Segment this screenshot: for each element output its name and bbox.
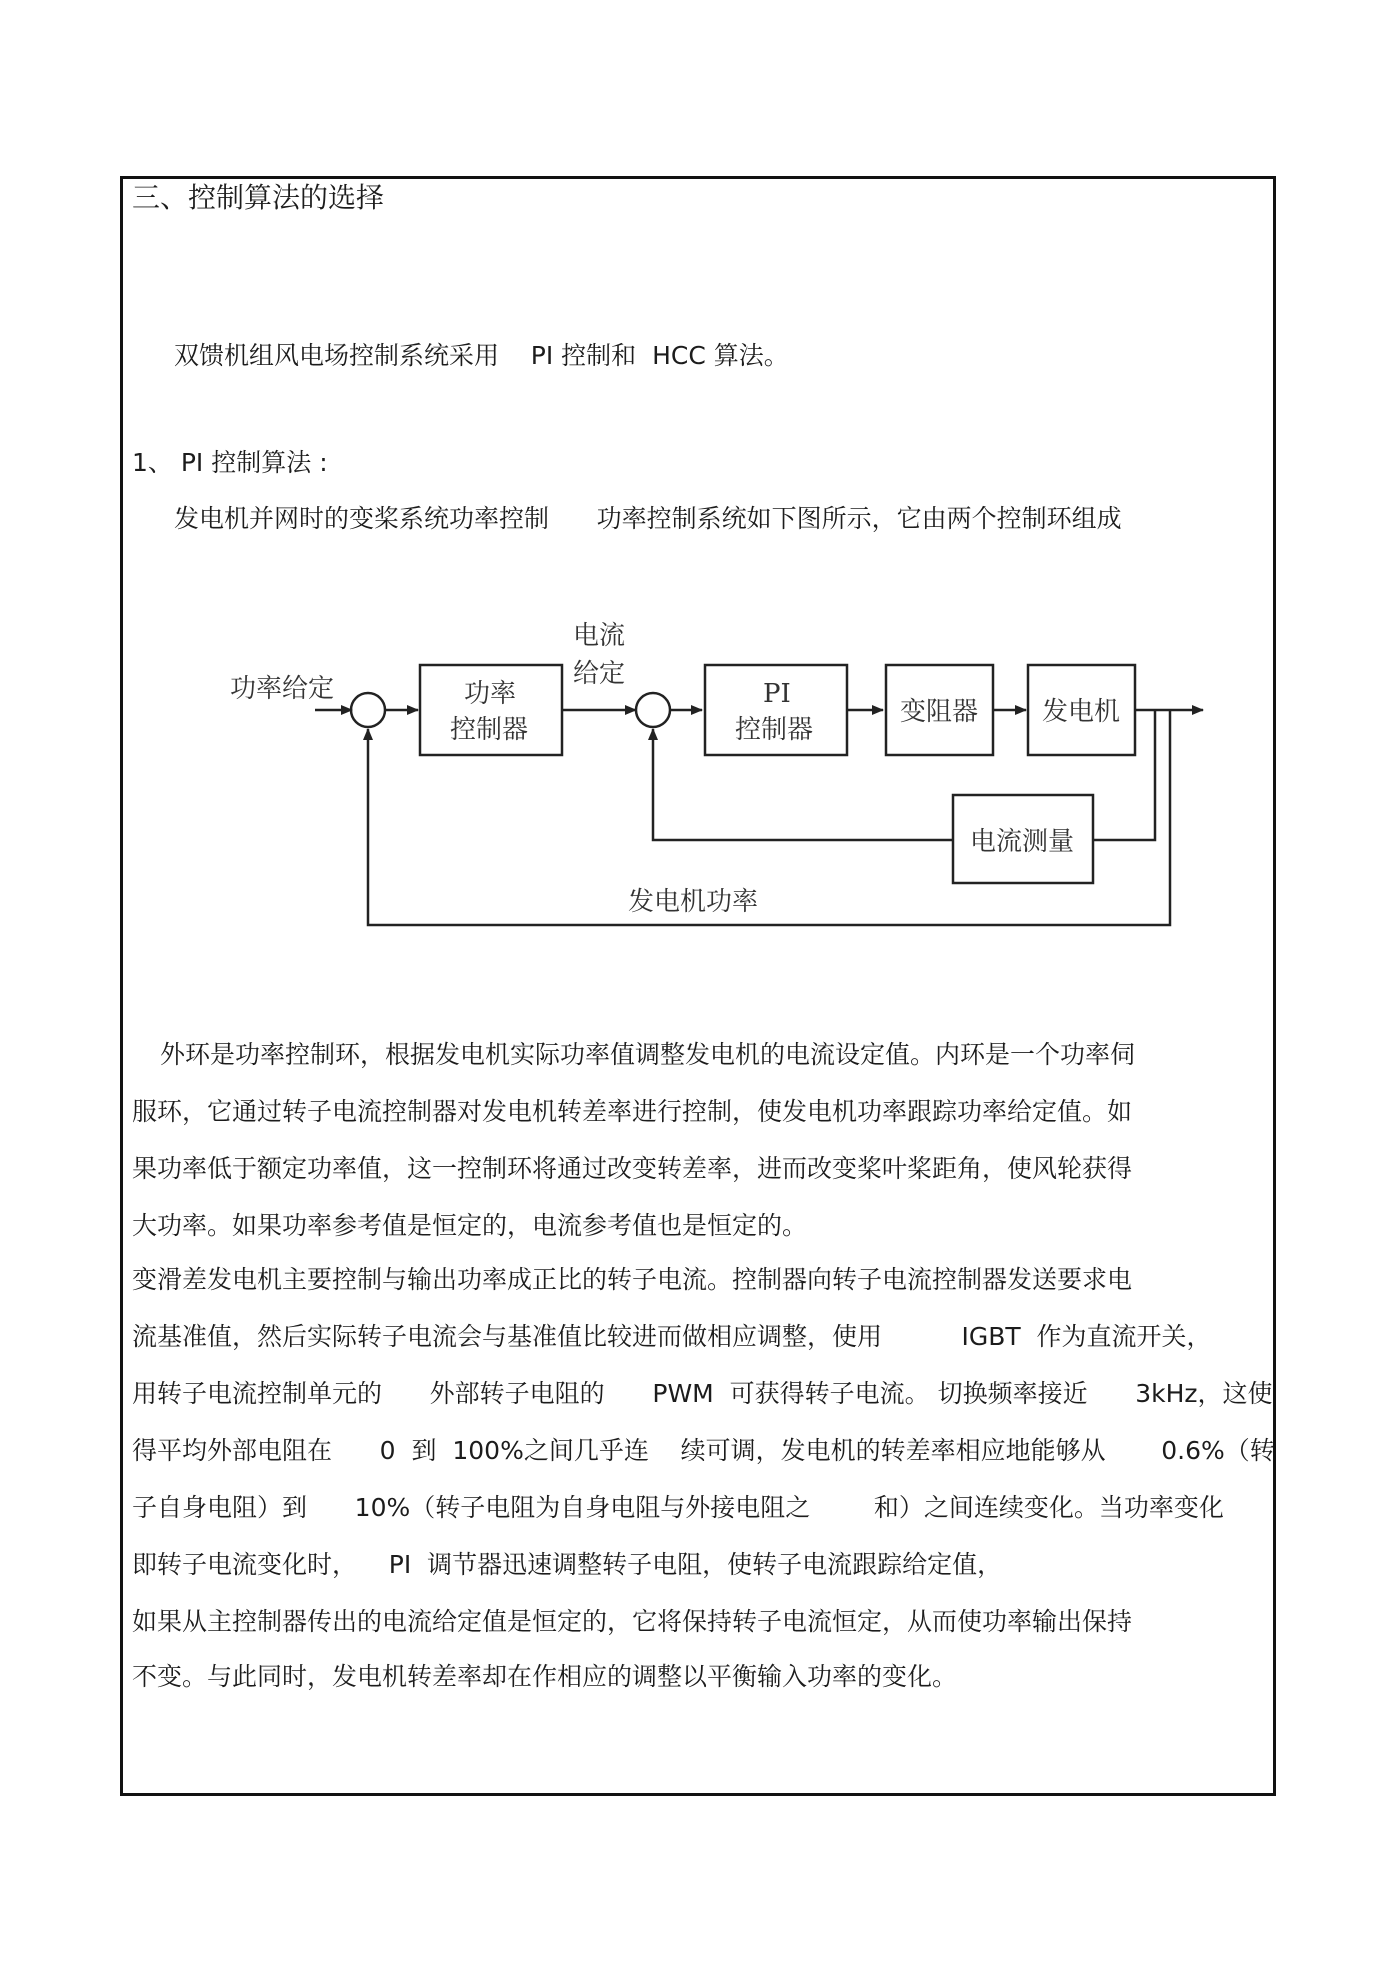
current-ref-label-2: 给定 xyxy=(573,659,626,689)
para2-line-8: 不变。与此同时，发电机转差率却在作相应的调整以平衡输入功率的变化。 xyxy=(132,1662,958,1691)
summing-junction-1 xyxy=(351,693,385,727)
subsection-title: 1、 PI 控制算法 : xyxy=(132,448,328,477)
para2-line-7: 如果从主控制器传出的电流给定值是恒定的，它将保持转子电流恒定，从而使功率输出保持 xyxy=(132,1607,1133,1636)
subsection-intro: 发电机并网时的变桨系统功率控制 功率控制系统如下图所示，它由两个控制环组成 xyxy=(174,504,1122,533)
para1-line-2: 服环，它通过转子电流控制器对发电机转差率进行控制，使发电机功率跟踪功率给定值。如 xyxy=(132,1097,1133,1126)
para2-line-1: 变滑差发电机主要控制与输出功率成正比的转子电流。控制器向转子电流控制器发送要求电 xyxy=(132,1265,1133,1294)
control-loop-diagram xyxy=(200,610,1220,930)
input-label: 功率给定 xyxy=(230,674,335,704)
current-ref-label-1: 电流 xyxy=(573,621,626,651)
para2-line-4: 得平均外部电阻在 0 到 100%之间几乎连 续可调，发电机的转差率相应地能够从 0.6%（转 xyxy=(132,1436,1275,1465)
para2-line-3: 用转子电流控制单元的 外部转子电阻的 PWM 可获得转子电流。 切换频率接近 3kHz，这使 xyxy=(132,1379,1273,1408)
feedback-label: 发电机功率 xyxy=(628,887,759,917)
intro-text: 双馈机组风电场控制系统采用 PI 控制和 HCC 算法。 xyxy=(174,341,789,370)
summing-junction-2 xyxy=(636,693,670,727)
power-controller-label-2: 控制器 xyxy=(450,715,529,745)
pi-controller-label-2: 控制器 xyxy=(735,715,814,745)
rheostat-label: 变阻器 xyxy=(900,697,979,727)
current-measure-label: 电流测量 xyxy=(970,827,1075,857)
para1-line-3: 果功率低于额定功率值，这一控制环将通过改变转差率，进而改变桨叶桨距角，使风轮获得 xyxy=(132,1154,1133,1183)
pi-controller-label-1: PI xyxy=(763,679,791,709)
power-controller-label-1: 功率 xyxy=(464,679,517,709)
para2-line-6: 即转子电流变化时， PI 调节器迅速调整转子电阻，使转子电流跟踪给定值， xyxy=(132,1550,1003,1579)
para1-line-1: 外环是功率控制环，根据发电机实际功率值调整发电机的电流设定值。内环是一个功率伺 xyxy=(160,1040,1136,1069)
section-heading: 三、控制算法的选择 xyxy=(132,181,385,214)
para2-line-5: 子自身电阻）到 10%（转子电阻为自身电阻与外接电阻之 和）之间连续变化。当功率变化 xyxy=(132,1493,1224,1522)
para2-line-2: 流基准值，然后实际转子电流会与基准值比较进而做相应调整，使用 IGBT 作为直流开关， xyxy=(132,1322,1212,1351)
generator-label: 发电机 xyxy=(1042,697,1121,727)
para1-line-4: 大功率。如果功率参考值是恒定的，电流参考值也是恒定的。 xyxy=(132,1211,808,1240)
